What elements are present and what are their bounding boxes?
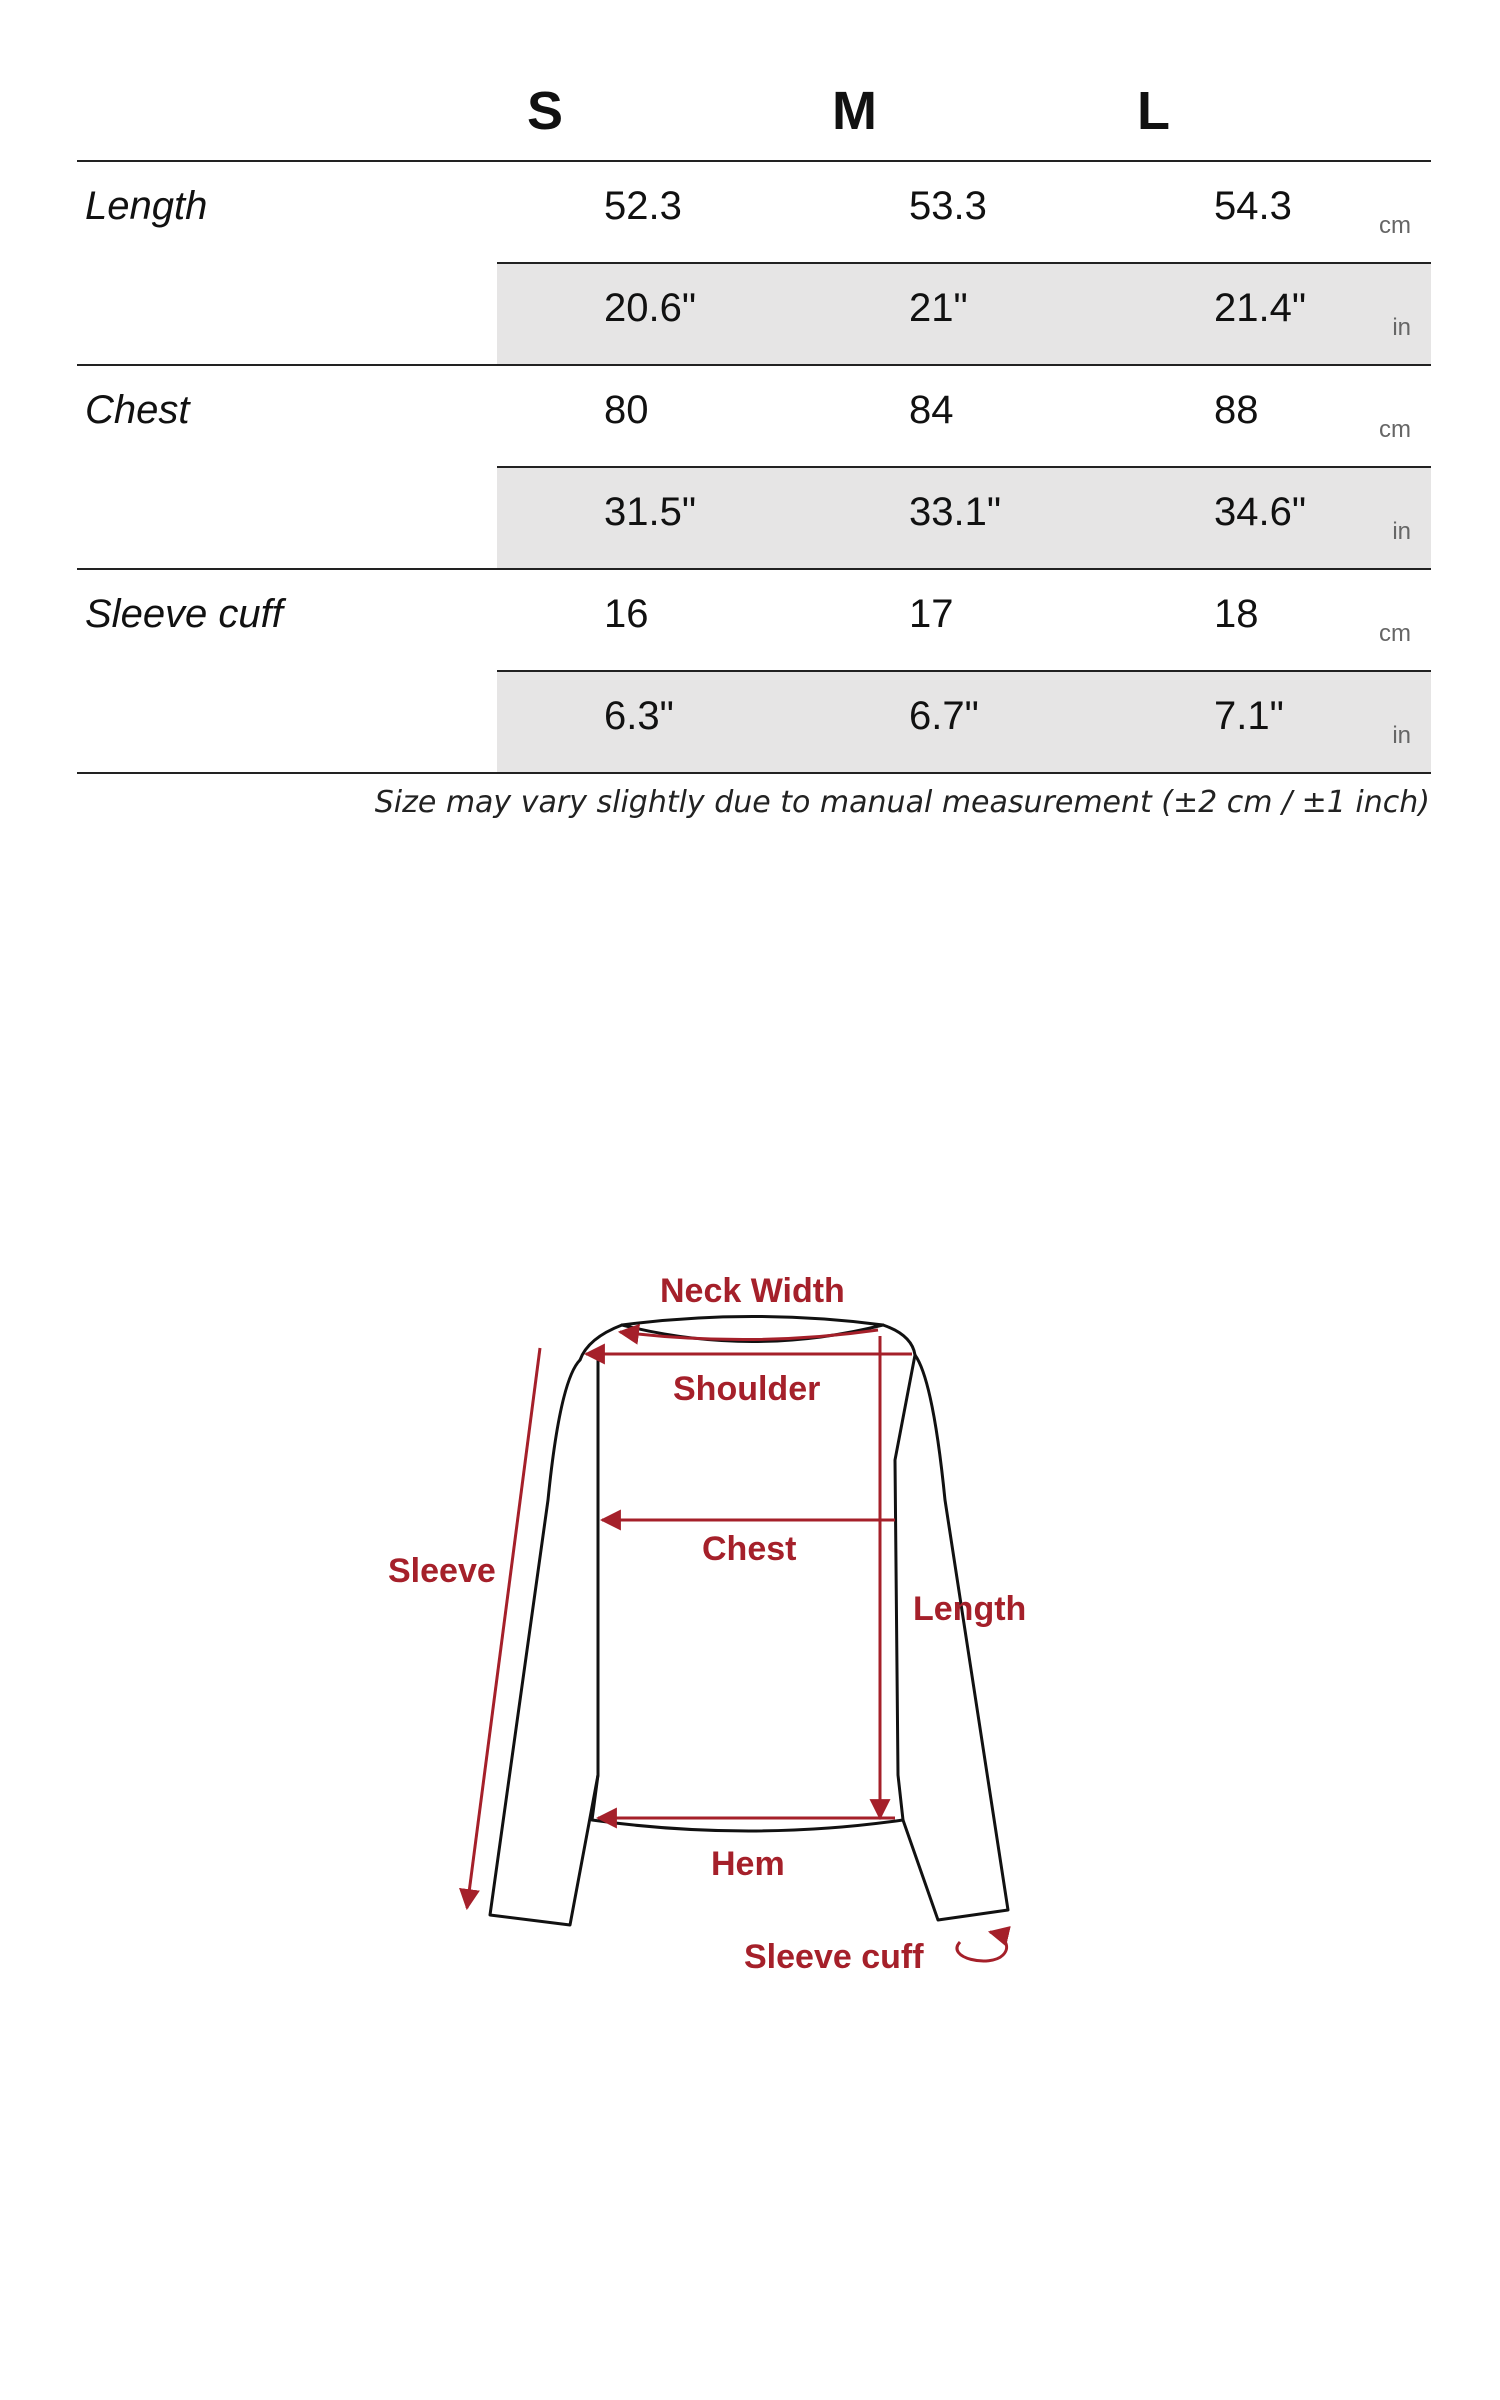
- length-cm-m: 53.3: [909, 184, 987, 228]
- label-sleeve-cuff: Sleeve cuff: [744, 1938, 924, 1976]
- neckline-top: [622, 1317, 883, 1326]
- label-sleeve: Sleeve: [388, 1552, 496, 1590]
- hem-edge: [592, 1820, 903, 1831]
- chest-cm-s: 80: [604, 388, 649, 432]
- sleeve-cuff-arrow: [957, 1932, 1007, 1961]
- garment-measurement-diagram: [0, 1230, 1500, 2030]
- label-neck-width: Neck Width: [660, 1272, 845, 1310]
- chest-in-row: [497, 468, 1431, 568]
- unit-cm-label: cm: [1379, 212, 1411, 239]
- chest-in-m: 33.1": [909, 490, 1002, 534]
- measurement-label-chest: Chest: [85, 388, 190, 432]
- chest-row-group: [77, 366, 1431, 570]
- chest-in-l: 34.6": [1214, 490, 1307, 534]
- length-row-group: [77, 162, 1431, 366]
- unit-cm-label: cm: [1379, 416, 1411, 443]
- label-length: Length: [913, 1590, 1027, 1628]
- length-cm-l: 54.3: [1214, 184, 1292, 228]
- size-table: [77, 60, 1431, 774]
- length-in-row: [497, 264, 1431, 364]
- label-shoulder: Shoulder: [673, 1370, 821, 1408]
- left-sleeve: [490, 1360, 598, 1925]
- length-cm-row: [497, 162, 1431, 264]
- body-right-side: [895, 1355, 915, 1820]
- sleeve-cuff-in-s: 6.3": [604, 694, 674, 738]
- length-in-m: 21": [909, 286, 968, 330]
- chest-in-s: 31.5": [604, 490, 697, 534]
- length-cm-s: 52.3: [604, 184, 682, 228]
- unit-in-label: in: [1392, 314, 1411, 341]
- sleeve-cuff-cm-row: [497, 570, 1431, 672]
- unit-in-label: in: [1392, 518, 1411, 545]
- size-header-s: S: [527, 81, 564, 141]
- measurement-label-sleeve-cuff: Sleeve cuff: [85, 592, 283, 636]
- unit-cm-label: cm: [1379, 620, 1411, 647]
- chest-cm-m: 84: [909, 388, 954, 432]
- right-sleeve: [903, 1355, 1008, 1920]
- unit-in-label: in: [1392, 722, 1411, 749]
- neck-width-arrow: [620, 1330, 878, 1340]
- size-header-row: [77, 60, 1431, 162]
- measurement-label-length: Length: [85, 184, 208, 228]
- chest-cm-l: 88: [1214, 388, 1259, 432]
- sleeve-cuff-in-m: 6.7": [909, 694, 979, 738]
- size-header-m: M: [832, 81, 877, 141]
- size-header-l: L: [1137, 81, 1170, 141]
- sleeve-cuff-cm-s: 16: [604, 592, 649, 636]
- body-left-side: [592, 1355, 598, 1820]
- sleeve-cuff-in-l: 7.1": [1214, 694, 1284, 738]
- sleeve-cuff-row-group: [77, 570, 1431, 774]
- shoulder-right: [883, 1325, 915, 1355]
- label-chest: Chest: [702, 1530, 797, 1568]
- sleeve-cuff-cm-l: 18: [1214, 592, 1259, 636]
- label-hem: Hem: [711, 1845, 785, 1883]
- chest-cm-row: [497, 366, 1431, 468]
- length-in-l: 21.4": [1214, 286, 1307, 330]
- sleeve-cuff-in-row: [497, 672, 1431, 772]
- sleeve-cuff-cm-m: 17: [909, 592, 954, 636]
- length-in-s: 20.6": [604, 286, 697, 330]
- measurement-note: Size may vary slightly due to manual measurement (±2 cm / ±1 inch): [374, 785, 1430, 820]
